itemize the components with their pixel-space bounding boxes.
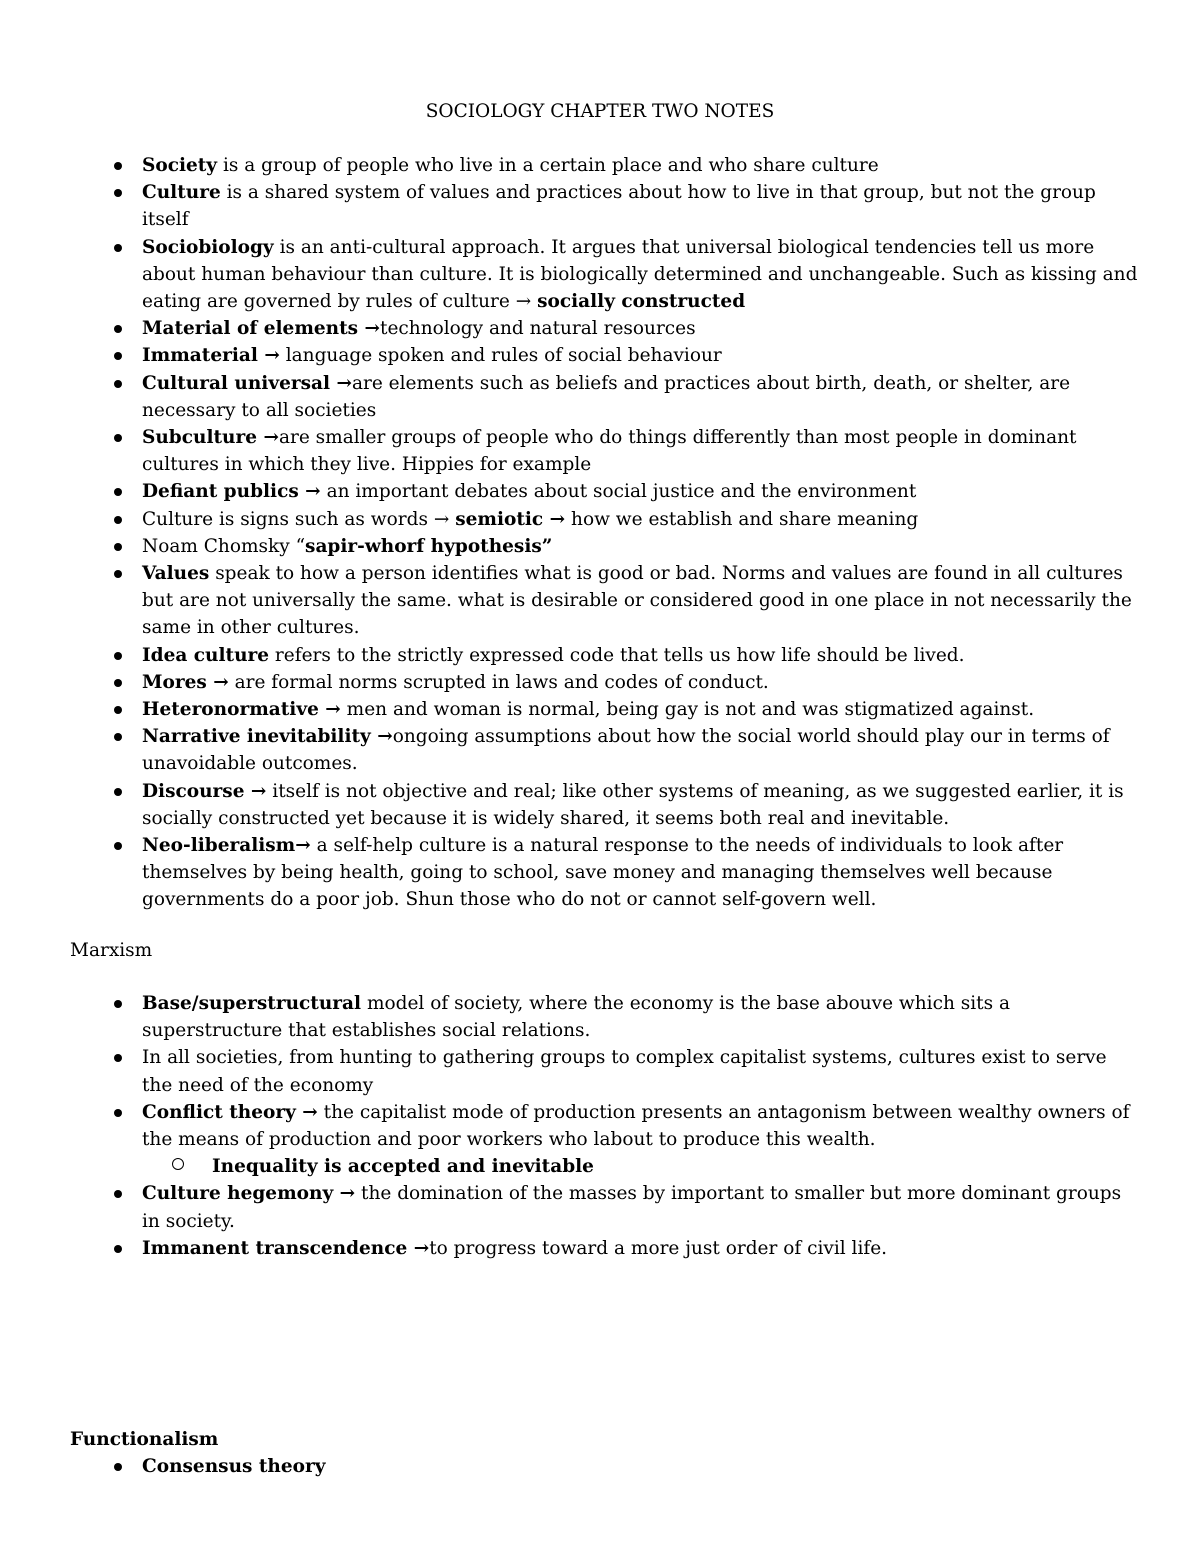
term-bold: Values bbox=[142, 563, 210, 585]
bullet-icon bbox=[114, 1054, 122, 1062]
term-bold: Consensus theory bbox=[142, 1456, 326, 1477]
list-item bbox=[0, 179, 1142, 233]
definition-text: is an anti-cultural approach. It argues that universal biological tendencies tell us more about human behaviour than culture. It is biologically determined and unchangeable. Such as kissing and eating are governed by rules of culture → bbox=[142, 236, 1138, 313]
term-bold: Subculture → bbox=[142, 427, 279, 449]
term-bold: Discourse → bbox=[142, 780, 267, 802]
bullet-icon bbox=[114, 570, 122, 578]
term-bold: Sociobiology bbox=[142, 236, 274, 258]
bullet-icon bbox=[114, 733, 122, 741]
list-item bbox=[0, 342, 1142, 369]
list-item bbox=[0, 424, 1142, 478]
definition-text: an important debates about social justice and the environment bbox=[320, 481, 917, 503]
list-item bbox=[0, 1180, 1142, 1234]
term-bold: Mores → bbox=[142, 671, 229, 693]
bullet-icon bbox=[114, 380, 122, 388]
list-item bbox=[0, 642, 1142, 669]
functionalism-heading: Functionalism bbox=[70, 1429, 219, 1450]
definition-text: to progress toward a more just order of civil life. bbox=[429, 1237, 888, 1259]
list-item bbox=[0, 560, 1142, 642]
list-item bbox=[0, 696, 1142, 723]
term-bold: semiotic → bbox=[455, 508, 566, 530]
term-bold: Immanent transcendence → bbox=[142, 1237, 430, 1259]
bullet-icon bbox=[114, 352, 122, 360]
notes-list bbox=[0, 152, 1200, 914]
bullet-icon bbox=[114, 1000, 122, 1008]
bullet-icon bbox=[114, 516, 122, 524]
term-bold: Narrative inevitability → bbox=[142, 726, 393, 748]
list-item bbox=[0, 723, 1142, 777]
list-item bbox=[0, 234, 1142, 316]
term-bold: Society bbox=[142, 155, 218, 176]
bullet-icon bbox=[114, 679, 122, 687]
list-item bbox=[0, 315, 1142, 342]
bullet-icon bbox=[114, 652, 122, 660]
list-item bbox=[0, 778, 1142, 832]
bullet-icon bbox=[114, 162, 122, 170]
bullet-icon bbox=[114, 788, 122, 796]
marxism-list bbox=[0, 990, 1200, 1262]
term-bold: Base/superstructural bbox=[142, 993, 362, 1014]
term-bold: sapir-whorf hypothesis” bbox=[305, 535, 553, 557]
page-title: SOCIOLOGY CHAPTER TWO NOTES bbox=[425, 101, 775, 122]
list-item bbox=[0, 990, 1142, 1044]
functionalism-list bbox=[0, 1453, 1200, 1480]
bullet-icon bbox=[114, 1109, 122, 1117]
term-bold: Defiant publics → bbox=[142, 481, 321, 503]
term-bold: Immaterial → bbox=[142, 345, 280, 367]
list-item bbox=[0, 1453, 1142, 1480]
hollow-bullet-icon bbox=[172, 1158, 184, 1170]
definition-text: Noam Chomsky “ bbox=[142, 535, 306, 557]
definition-text: language spoken and rules of social behaviour bbox=[279, 345, 722, 367]
term-bold: Culture bbox=[142, 182, 221, 204]
bullet-icon bbox=[114, 1245, 122, 1253]
list-item bbox=[0, 1044, 1142, 1098]
bullet-icon bbox=[114, 842, 122, 850]
definition-text: speak to how a person identifies what is good or bad. Norms and values are found in all cultures but are not universally the same. what is desirable or considered good in one place in not necessarily the same in other cultures. bbox=[142, 563, 1132, 639]
definition-text: the capitalist mode of production presents an antagonism between wealthy owners of the means of production and poor workers who labout to produce this wealth. bbox=[142, 1101, 1130, 1151]
bullet-icon bbox=[114, 543, 122, 551]
definition-text: how we establish and share meaning bbox=[565, 508, 919, 530]
bullet-icon bbox=[114, 488, 122, 496]
term-bold: Inequality is accepted and inevitable bbox=[212, 1156, 594, 1178]
list-item bbox=[0, 832, 1142, 914]
definition-text: ongoing assumptions about how the social world should play our in terms of unavoidable outcomes. bbox=[142, 726, 1110, 775]
bullet-icon bbox=[114, 434, 122, 442]
definition-text: In all societies, from hunting to gathering groups to complex capitalist systems, cultures exist to serve the need of the economy bbox=[142, 1047, 1107, 1096]
definition-text: are elements such as beliefs and practices about birth, death, or shelter, are necessary to all societies bbox=[142, 372, 1071, 421]
term-bold: Idea culture bbox=[142, 644, 270, 666]
bullet-icon bbox=[114, 1190, 122, 1198]
list-item bbox=[0, 1099, 1142, 1153]
bullet-icon bbox=[114, 189, 122, 197]
term-bold: Material of elements → bbox=[142, 318, 381, 340]
definition-text: are formal norms scrupted in laws and codes of conduct. bbox=[228, 671, 769, 693]
definition-text: men and woman is normal, being gay is not and was stigmatized against. bbox=[340, 699, 1035, 721]
list-item bbox=[0, 152, 1142, 179]
term-bold: Culture hegemony → bbox=[142, 1183, 356, 1205]
definition-text: Culture is signs such as words → bbox=[142, 508, 456, 530]
list-item bbox=[0, 533, 1142, 560]
marxism-heading: Marxism bbox=[70, 940, 153, 961]
bullet-icon bbox=[114, 325, 122, 333]
term-bold: Neo-liberalism→ bbox=[142, 835, 311, 857]
list-item bbox=[0, 370, 1142, 424]
definition-text: a self-help culture is a natural response to the needs of individuals to look after themselves by being health, going to school, save money and managing themselves well because governments do a poor job. Shun those who do not or cannot self-govern well. bbox=[142, 835, 1064, 911]
bullet-icon bbox=[114, 244, 122, 252]
term-bold: Heteronormative → bbox=[142, 699, 341, 721]
term-bold: Cultural universal → bbox=[142, 372, 352, 394]
definition-text: are smaller groups of people who do things differently than most people in dominant cultures in which they live. Hippies for example bbox=[142, 427, 1077, 476]
definition-text: model of society, where the economy is the base abouve which sits a superstructure that establishes social relations. bbox=[142, 993, 1011, 1042]
definition-text: is a shared system of values and practices about how to live in that group, but not the group itself bbox=[142, 182, 1096, 231]
definition-text: itself is not objective and real; like other systems of meaning, as we suggested earlier, it is socially constructed yet because it is widely shared, it seems both real and inevitable. bbox=[142, 780, 1124, 829]
bullet-icon bbox=[114, 706, 122, 714]
term-bold: Conflict theory → bbox=[142, 1101, 318, 1123]
definition-text: is a group of people who live in a certain place and who share culture bbox=[217, 155, 879, 176]
sub-list-item bbox=[0, 1153, 1142, 1180]
list-item bbox=[0, 478, 1142, 505]
bullet-icon bbox=[114, 1463, 122, 1471]
definition-text: technology and natural resources bbox=[380, 318, 696, 340]
list-item bbox=[0, 1235, 1142, 1262]
list-item bbox=[0, 506, 1142, 533]
definition-text: the domination of the masses by important to smaller but more dominant groups in society. bbox=[142, 1183, 1122, 1232]
term-bold: socially constructed bbox=[537, 291, 746, 313]
definition-text: refers to the strictly expressed code that tells us how life should be lived. bbox=[269, 644, 965, 666]
list-item bbox=[0, 669, 1142, 696]
